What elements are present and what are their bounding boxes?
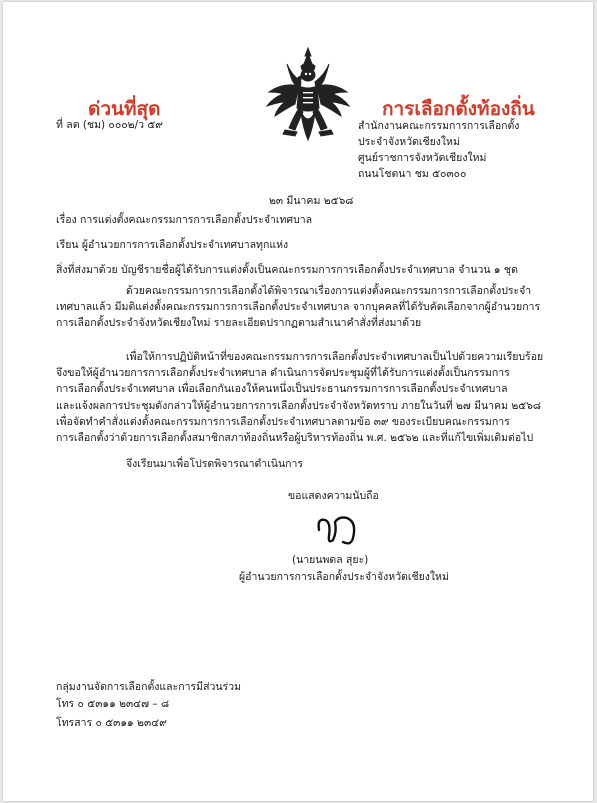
- paragraph-line: จึงขอให้ผู้อำนวยการการเลือกตั้งประจำเทศบาล ดำเนินการจัดประชุมผู้ที่ได้รับการแต่งตั้งเป็นกรรมการ: [56, 367, 510, 380]
- paragraph-line: การเลือกตั้งประจำจังหวัดเชียงใหม่ รายละเอียดปรากฏตามสำเนาคำสั่งที่ส่งมาด้วย: [56, 317, 422, 330]
- paragraph-line: เทศบาลแล้ว มีมติแต่งตั้งคณะกรรมการการเลือกตั้งประจำเทศบาล จากบุคคลที่ได้รับคัดเลือกจากผู้อำนวยการ: [56, 301, 541, 314]
- paragraph-line: และแจ้งผลการประชุมดังกล่าวให้ผู้อำนวยการการเลือกตั้งประจำจังหวัดทราบ ภายในวันที่ ๒๗ มีนาคม ๒๕๖๘: [56, 399, 541, 412]
- signer-name: (นายนพดล สุยะ): [292, 554, 369, 566]
- paragraph-line: เพื่อจัดทำคำสั่งแต่งตั้งคณะกรรมการการเลือกตั้งประจำเทศบาลตามข้อ ๓๙ ของระเบียบคณะกรรมการ: [56, 415, 510, 428]
- handwritten-signature: [313, 510, 361, 550]
- subject-line: เรื่อง การแต่งตั้งคณะกรรมการการเลือกตั้งประจำเทศบาล: [56, 214, 313, 226]
- signer-position: ผู้อำนวยการการเลือกตั้งประจำจังหวัดเชียงใหม่: [239, 571, 449, 583]
- closing-phrase: ขอแสดงความนับถือ: [288, 490, 379, 502]
- paragraph-line: ด้วยคณะกรรมการการเลือกตั้งได้พิจารณาเรื่องการแต่งตั้งคณะกรรมการการเลือกตั้งประจำ: [126, 285, 532, 297]
- recipient-line: เรียน ผู้อำนวยการการเลือกตั้งประจำเทศบาลทุกแห่ง: [56, 239, 289, 251]
- document-number: ที่ ลต (ชม) ๐๐๐๒/ว ๕๙: [56, 119, 163, 131]
- footer-fax: โทรสาร ๐ ๕๓๑๑ ๒๓๔๙: [56, 717, 167, 729]
- paragraph-line: เพื่อให้การปฏิบัติหน้าที่ของคณะกรรมการการเลือกตั้งประจำเทศบาลเป็นไปด้วยความเรียบร้อย: [126, 351, 544, 363]
- election-type-label: การเลือกตั้งท้องถิ่น: [382, 98, 535, 120]
- footer-phone: โทร ๐ ๕๓๑๑ ๒๓๔๗ – ๘: [56, 698, 170, 710]
- paragraph-line: การเลือกตั้งประจำเทศบาล เพื่อเลือกกันเองให้คนหนึ่งเป็นประธานกรรมการการเลือกตั้งประจำเทศบาล: [56, 383, 508, 396]
- body-paragraph-1: [56, 283, 540, 332]
- letter-page: [3, 2, 593, 801]
- office-line: ศูนย์ราชการจังหวัดเชียงใหม่: [358, 152, 487, 164]
- office-address: [358, 118, 519, 182]
- footer-department: กลุ่มงานจัดการเลือกตั้งและการมีส่วนร่วม: [56, 681, 242, 693]
- letter-date: ๒๓ มีนาคม ๒๕๖๘: [269, 195, 354, 207]
- body-paragraph-2: [56, 349, 543, 446]
- garuda-emblem-icon: [265, 46, 351, 142]
- enclosure-line: สิ่งที่ส่งมาด้วย บัญชีรายชื่อผู้ได้รับการแต่งตั้งเป็นคณะกรรมการการเลือกตั้งประจำเทศบาล จำนวน ๑ ชุด: [56, 264, 518, 276]
- paragraph-line: การเลือกตั้งว่าด้วยการเลือกตั้งสมาชิกสภาท้องถิ่นหรือผู้บริหารท้องถิ่น พ.ศ. ๒๕๖๒ และที่แก้ไขเพิ่มเติมต่อไป: [56, 432, 534, 445]
- body-paragraph-3: จึงเรียนมาเพื่อโปรดพิจารณาดำเนินการ: [126, 458, 304, 470]
- office-line: ถนนโชตนา ชม ๕๐๓๐๐: [358, 168, 467, 180]
- office-line: สำนักงานคณะกรรมการการเลือกตั้ง: [358, 120, 520, 132]
- office-line: ประจำจังหวัดเชียงใหม่: [358, 136, 460, 148]
- urgency-label: ด่วนที่สุด: [88, 98, 161, 120]
